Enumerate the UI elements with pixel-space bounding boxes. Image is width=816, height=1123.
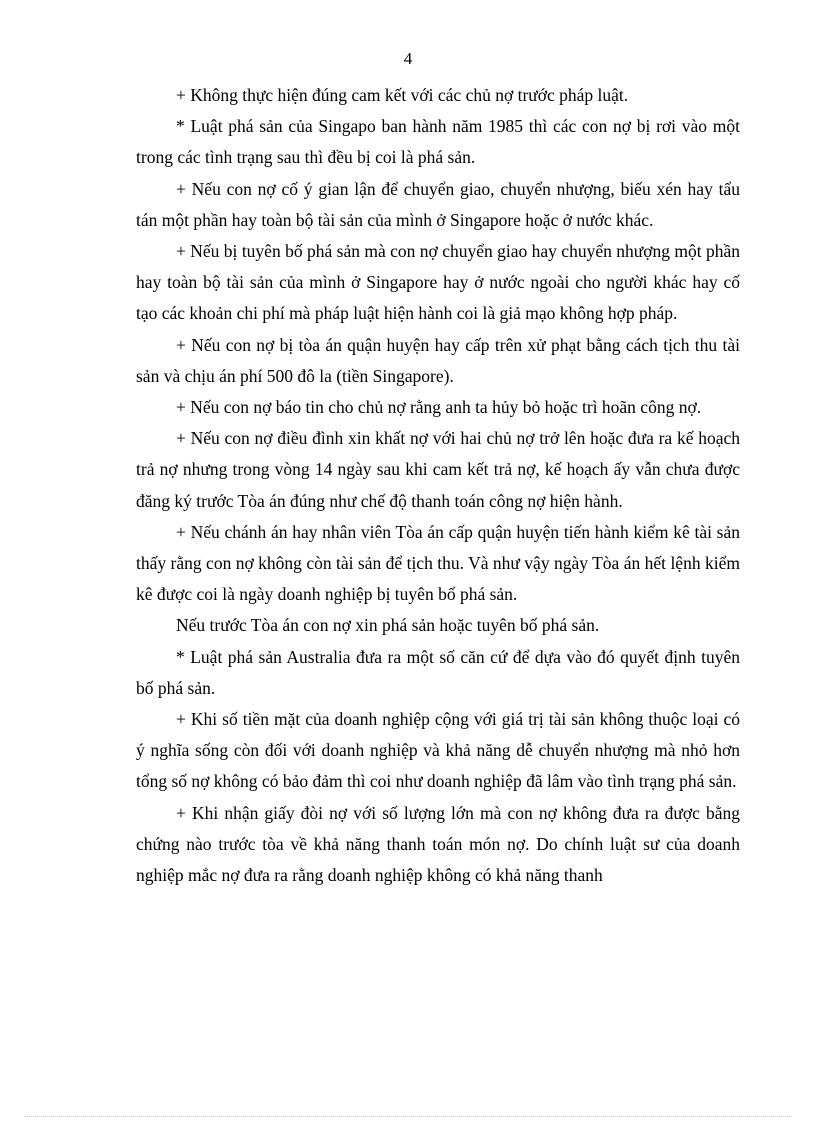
body-text — [136, 80, 740, 891]
paragraph-9: Nếu trước Tòa án con nợ xin phá sản hoặc tuyên bố phá sản. — [176, 615, 600, 636]
paragraph-7: + Nếu con nợ điều đình xin khất nợ với hai chủ nợ trở lên hoặc đưa ra kế hoạch trả nợ nhưng trong vòng 14 ngày sau khi cam kết trả nợ, kế hoạch ấy vẫn chưa được đăng ký trước Tòa án đúng như chế độ thanh toán công nợ hiện hành. — [136, 428, 740, 511]
paragraph-4: + Nếu bị tuyên bố phá sản mà con nợ chuyển giao hay chuyển nhượng một phần hay toàn bộ tài sản của mình ở Singapore hay ở nước ngoài cho người khác hay cố tạo các khoản chi phí mà pháp luật hiện hành coi là giả mạo không hợp pháp. — [136, 241, 740, 324]
page-number: 4 — [403, 49, 413, 68]
paragraph-10: * Luật phá sản Australia đưa ra một số căn cứ để dựa vào đó quyết định tuyên bố phá sản. — [136, 646, 740, 698]
paragraph-3: + Nếu con nợ cố ý gian lận để chuyển giao, chuyển nhượng, biếu xén hay tẩu tán một phần hay toàn bộ tài sản của mình ở Singapore hoặc ở nước khác. — [136, 178, 740, 230]
paragraph-6: + Nếu con nợ báo tin cho chủ nợ rằng anh ta hủy bỏ hoặc trì hoãn công nợ. — [176, 397, 702, 418]
paragraph-1: + Không thực hiện đúng cam kết với các chủ nợ trước pháp luật. — [176, 85, 629, 105]
paragraph-11: + Khi số tiền mặt của doanh nghiệp cộng với giá trị tài sản không thuộc loại có ý nghĩa sống còn đối với doanh nghiệp và khả năng dễ chuyển nhượng mà nhỏ hơn tổng số nợ không có bảo đảm thì coi như doanh nghiệp đã lâm vào tình trạng phá sản. — [136, 709, 740, 792]
paragraph-2: * Luật phá sản của Singapo ban hành năm 1985 thì các con nợ bị rơi vào một trong các tình trạng sau thì đều bị coi là phá sản. — [136, 116, 740, 168]
paragraph-8: + Nếu chánh án hay nhân viên Tòa án cấp quận huyện tiến hành kiểm kê tài sản thấy rằng con nợ không còn tài sản để tịch thu. Và như vậy ngày Tòa án hết lệnh kiểm kê được coi là ngày doanh nghiệp bị tuyên bố phá sản. — [136, 521, 740, 605]
page-bottom-divider — [24, 1116, 792, 1117]
paragraph-5: + Nếu con nợ bị tòa án quận huyện hay cấp trên xử phạt bằng cách tịch thu tài sản và chịu án phí 500 đô la (tiền Singapore). — [136, 334, 740, 386]
paragraph-12: + Khi nhận giấy đòi nợ với số lượng lớn mà con nợ không đưa ra được bằng chứng nào trước tòa về khả năng thanh toán món nợ. Do chính luật sư của doanh nghiệp mắc nợ đưa ra rằng doanh nghiệp không có khả năng thanh — [136, 802, 740, 886]
